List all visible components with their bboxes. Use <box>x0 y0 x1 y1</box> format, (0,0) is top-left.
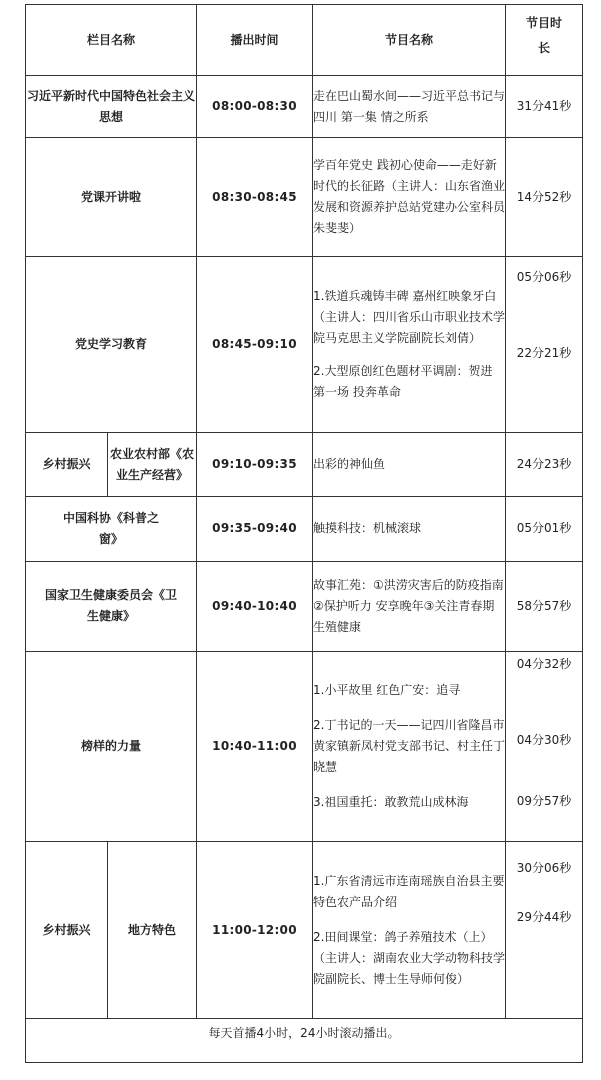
schedule-table <box>25 4 583 1063</box>
table-row <box>26 497 583 561</box>
column-name-cell: 乡村振兴 <box>26 842 108 1019</box>
header-program-name: 节目名称 <box>313 5 506 76</box>
program-cell: 出彩的神仙鱼 <box>313 433 506 497</box>
table-row <box>26 651 583 842</box>
footer-text: 每天首播4小时，24小时滚动播出。 <box>208 1025 400 1040</box>
column-name-cell <box>26 561 197 651</box>
duration-cell <box>506 651 583 842</box>
table-row <box>26 256 583 433</box>
program-item: 1.广东省清远市连南瑶族自治县主要特色农产品介绍 <box>313 873 505 909</box>
header-air-time: 播出时间 <box>197 5 313 76</box>
table-row <box>26 842 583 1019</box>
duration-value: 05分06秒 <box>516 269 572 284</box>
subcolumn-cell: 地方特色 <box>108 842 197 1019</box>
program-cell: 触摸科技：机械滚球 <box>313 497 506 561</box>
column-name-cell: 乡村振兴 <box>26 433 108 497</box>
header-duration <box>506 5 583 76</box>
footer-row <box>26 1018 583 1062</box>
air-time-cell: 10:40-11:00 <box>197 651 313 842</box>
duration-value: 14分52秒 <box>516 189 572 204</box>
header-row <box>26 5 583 76</box>
column-name-text: 国家卫生健康委员会《卫生健康》 <box>44 588 177 624</box>
program-item: 2.大型原创红色题材平调剧：贺进 第一场 投奔革命 <box>313 363 493 399</box>
program-item: 1.铁道兵魂铸丰碑 嘉州红映象牙白（主讲人：四川省乐山市职业技术学院马克思主义学院副院长刘倩） <box>313 288 506 345</box>
duration-value: 31分41秒 <box>516 99 572 114</box>
duration-value: 05分01秒 <box>516 521 572 536</box>
header-duration-line1: 节目时 <box>526 16 563 30</box>
table-row <box>26 433 583 497</box>
program-item: 3.祖国重托：敢教荒山成林海 <box>313 795 469 810</box>
program-item: 2.丁书记的一天——记四川省隆昌市黄家镇新凤村党支部书记、村主任丁晓慧 <box>313 718 506 775</box>
program-item: 1.小平故里 红色广安：追寻 <box>313 683 461 698</box>
program-cell <box>313 651 506 842</box>
air-time-cell: 09:35-09:40 <box>197 497 313 561</box>
program-item: 2.田间课堂：鸽子养殖技术（上）（主讲人：湖南农业大学动物科技学院副院长、博士生导师何俊） <box>313 929 506 986</box>
duration-cell <box>506 561 583 651</box>
table-row <box>26 138 583 256</box>
duration-cell <box>506 138 583 256</box>
program-cell: 走在巴山蜀水间——习近平总书记与四川 第一集 情之所系 <box>313 76 506 138</box>
air-time-cell: 11:00-12:00 <box>197 842 313 1019</box>
table-row <box>26 561 583 651</box>
duration-value: 58分57秒 <box>516 598 572 613</box>
duration-value: 29分44秒 <box>516 910 572 925</box>
duration-value: 30分06秒 <box>516 861 572 876</box>
column-name-cell: 党史学习教育 <box>26 256 197 433</box>
program-cell: 学百年党史 践初心使命——走好新时代的长征路（主讲人：山东省渔业发展和资源养护总站党建办公室科员朱斐斐） <box>313 138 506 256</box>
column-name-text: 中国科协《科普之窗》 <box>62 510 159 546</box>
column-name-cell: 习近平新时代中国特色社会主义思想 <box>26 76 197 138</box>
duration-value: 04分32秒 <box>516 656 572 671</box>
column-name-cell <box>26 497 197 561</box>
program-cell <box>313 842 506 1019</box>
duration-cell <box>506 842 583 1019</box>
duration-cell <box>506 497 583 561</box>
program-cell <box>313 256 506 433</box>
header-column-name: 栏目名称 <box>26 5 197 76</box>
air-time-cell: 08:30-08:45 <box>197 138 313 256</box>
column-name-cell: 榜样的力量 <box>26 651 197 842</box>
duration-value: 22分21秒 <box>516 345 572 360</box>
column-name-cell: 党课开讲啦 <box>26 138 197 256</box>
duration-value: 04分30秒 <box>516 732 572 747</box>
footer-note <box>26 1018 583 1062</box>
duration-cell <box>506 256 583 433</box>
subcolumn-cell: 农业农村部《农业生产经营》 <box>108 433 197 497</box>
duration-cell <box>506 76 583 138</box>
duration-cell <box>506 433 583 497</box>
air-time-cell: 09:10-09:35 <box>197 433 313 497</box>
duration-value: 24分23秒 <box>516 457 572 472</box>
air-time-cell: 09:40-10:40 <box>197 561 313 651</box>
header-duration-line2: 长 <box>538 41 551 55</box>
air-time-cell: 08:00-08:30 <box>197 76 313 138</box>
air-time-cell: 08:45-09:10 <box>197 256 313 433</box>
program-cell: 故事汇苑：①洪涝灾害后的防疫指南②保护听力 安享晚年③关注青春期生殖健康 <box>313 561 506 651</box>
duration-value: 09分57秒 <box>516 793 572 808</box>
table-row <box>26 76 583 138</box>
